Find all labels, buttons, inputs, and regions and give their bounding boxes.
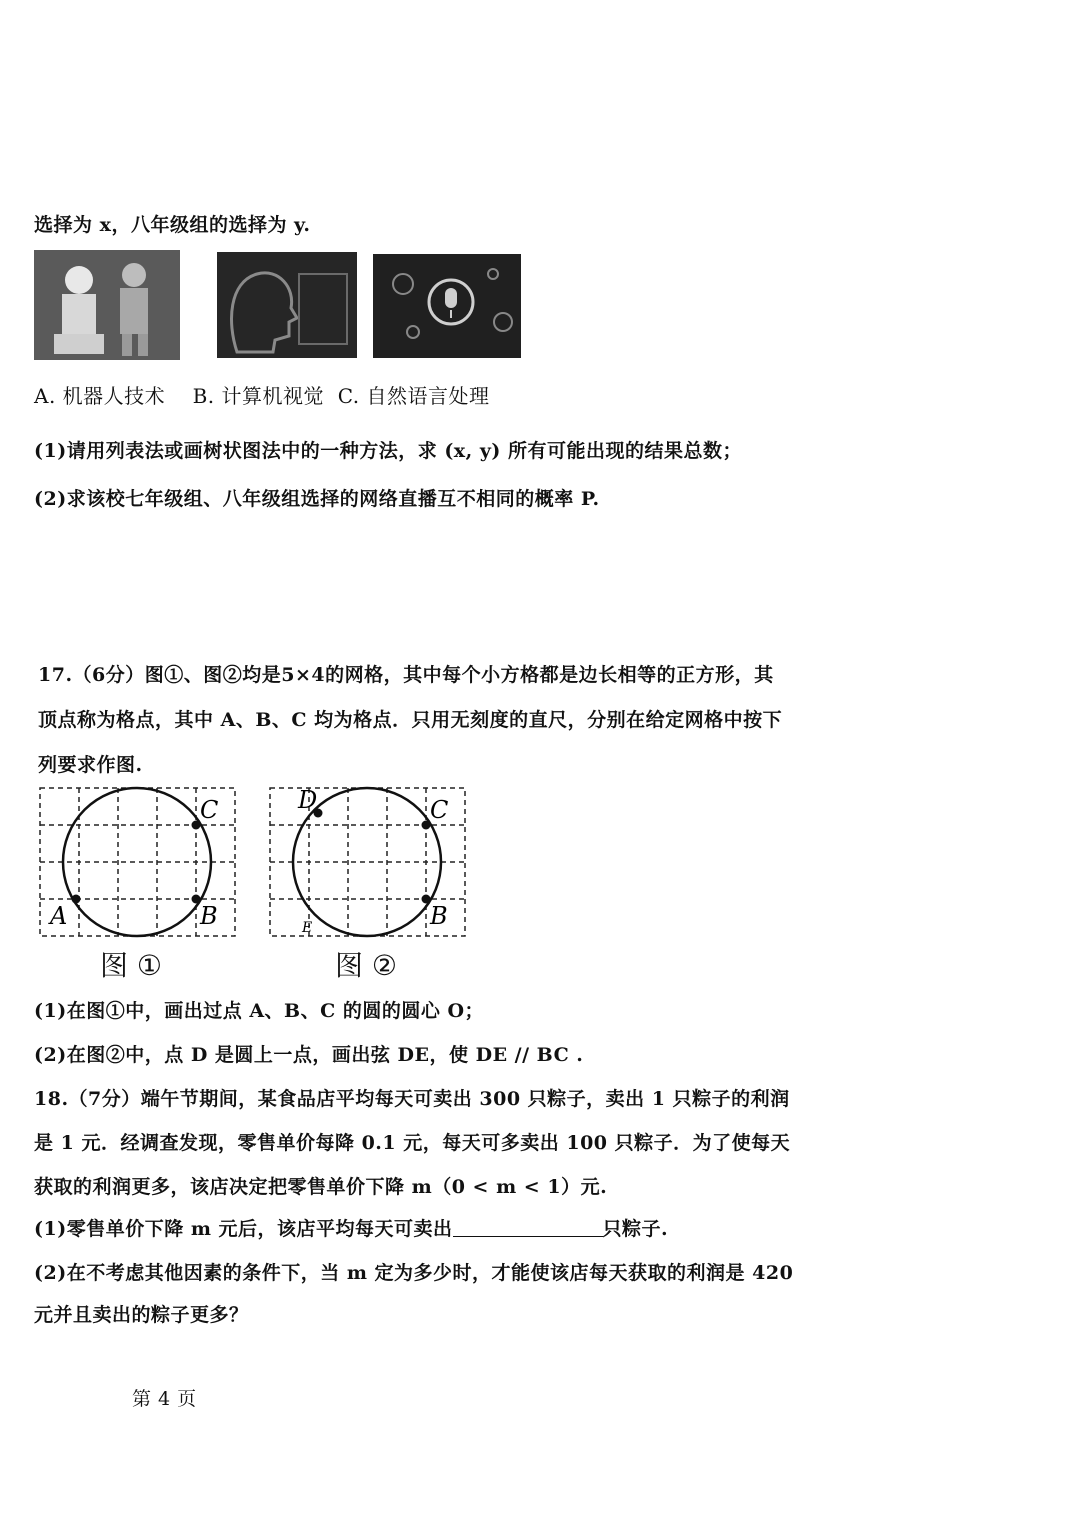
- point-a: [72, 895, 81, 904]
- q18-part1-after: 只粽子.: [602, 1218, 669, 1240]
- robot-illustration: [34, 250, 180, 360]
- label-a: A: [50, 902, 68, 930]
- label-e: E: [302, 920, 313, 936]
- q17-line3: 列要求作图.: [38, 754, 143, 776]
- figure-2-grid: [262, 782, 472, 942]
- answer-blank[interactable]: [453, 1218, 603, 1237]
- intro-line: 选择为 x，八年级组的选择为 y.: [34, 214, 311, 236]
- label-b2: B: [430, 902, 448, 930]
- q17-line1: 17.（6分）图①、图②均是5×4的网格，其中每个小方格都是边长相等的正方形，其: [38, 664, 774, 686]
- label-d: D: [298, 786, 318, 814]
- q17-part1: (1)在图①中，画出过点 A、B、C 的圆的圆心 O；: [34, 1000, 485, 1022]
- microphone-image: [373, 254, 521, 358]
- page-number: 第 4 页: [132, 1388, 197, 1410]
- q17-line2: 顶点称为格点，其中 A、B、C 均为格点．只用无刻度的直尺，分别在给定网格中按下: [38, 709, 783, 731]
- figure-2-caption: 图 ②: [335, 949, 398, 982]
- figure-1-grid: [30, 782, 240, 942]
- q18-part2-line2: 元并且卖出的粽子更多？: [34, 1304, 249, 1326]
- q16-part1: (1)请用列表法或画树状图法中的一种方法，求 (x, y) 所有可能出现的结果总数；: [34, 440, 743, 462]
- q16-part2: (2)求该校七年级组、八年级组选择的网络直播互不相同的概率 P.: [34, 488, 600, 510]
- q18-part2-line1: (2)在不考虑其他因素的条件下，当 m 定为多少时，才能使该店每天获取的利润是 420: [34, 1262, 794, 1284]
- robot-image: [34, 250, 180, 360]
- q18-line1: 18.（7分）端午节期间，某食品店平均每天可卖出 300 只粽子，卖出 1 只粽子的利润: [34, 1088, 790, 1110]
- q18-line3: 获取的利润更多，该店决定把零售单价下降 m（0 < m < 1）元.: [34, 1176, 608, 1198]
- q18-part1: [34, 1214, 668, 1241]
- label-c: C: [200, 796, 219, 824]
- options-line: A. 机器人技术 B. 计算机视觉 C. 自然语言处理: [34, 384, 490, 408]
- q17-part2: (2)在图②中，点 D 是圆上一点，画出弦 DE，使 DE // BC .: [34, 1044, 584, 1066]
- q18-line2: 是 1 元．经调查发现，零售单价每降 0.1 元，每天可多卖出 100 只粽子．为了使每天: [34, 1132, 791, 1154]
- face-scan-illustration: [217, 252, 357, 358]
- label-c2: C: [430, 796, 449, 824]
- q18-part1-before: (1)零售单价下降 m 元后，该店平均每天可卖出: [34, 1218, 453, 1240]
- label-b: B: [200, 902, 218, 930]
- microphone-illustration: [373, 254, 521, 358]
- figure-1-caption: 图 ①: [100, 949, 163, 982]
- face-scan-image: [217, 252, 357, 358]
